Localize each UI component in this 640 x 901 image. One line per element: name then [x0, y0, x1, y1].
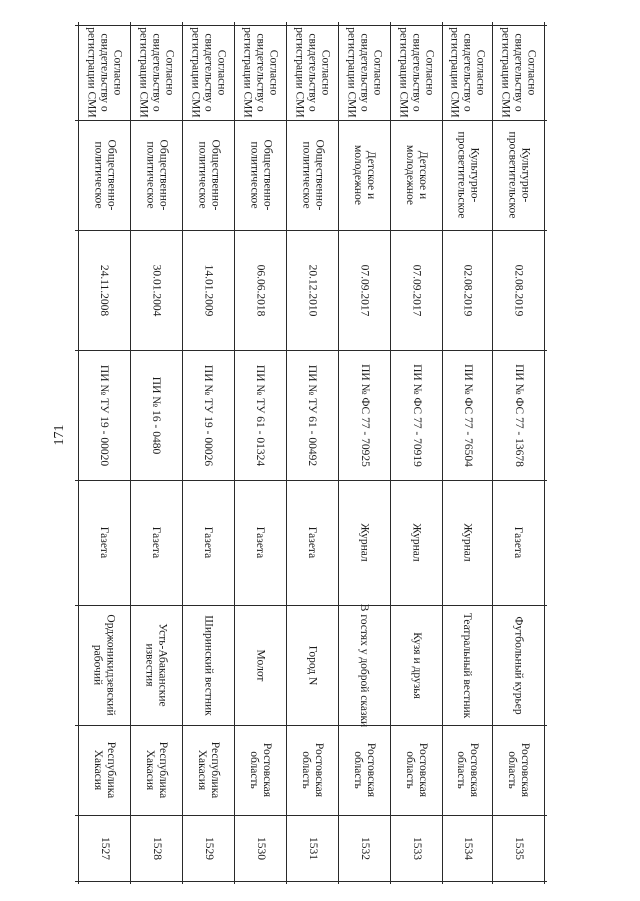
- row-number-text: 1528: [150, 836, 163, 860]
- basis-text: Согласно свидетельству о регистрации СМИ: [137, 27, 176, 118]
- registration-number-text: ПИ № ТУ 61 - 01324: [254, 364, 267, 466]
- region-text: Ростовская область: [455, 742, 480, 798]
- title-text: Ширинский вестник: [202, 614, 215, 716]
- row-number-text: 1530: [254, 836, 267, 860]
- title-text: Кузя и друзья: [410, 631, 423, 699]
- column-separator: [75, 881, 547, 882]
- media-type-cell: [492, 480, 544, 605]
- specialization-text: Общественно- политическое: [300, 139, 326, 211]
- basis-cell: [492, 25, 544, 120]
- region-cell: [492, 725, 544, 815]
- basis-text: Согласно свидетельству о регистрации СМИ: [189, 27, 228, 118]
- media-type-text: Газета: [98, 526, 111, 559]
- region-text: Ростовская область: [248, 742, 273, 798]
- registry-table: [78, 25, 544, 881]
- specialization-text: Общественно- политическое: [144, 139, 170, 211]
- row-separator: [544, 22, 545, 884]
- page-number: 171: [52, 424, 67, 446]
- title-text: Молот: [254, 649, 267, 681]
- row-number-text: 1535: [512, 836, 525, 860]
- title-text: Город N: [306, 645, 319, 685]
- specialization-cell: [492, 120, 544, 230]
- specialization-text: Общественно- политическое: [196, 139, 222, 211]
- registration-number-text: ПИ № ФС 77 - 13678: [512, 363, 525, 467]
- specialization-text: Детское и молодежное: [352, 144, 377, 206]
- title-text: Театральный вестник: [461, 612, 474, 718]
- registration-number-text: ПИ № ФС 77 - 70925: [358, 363, 371, 467]
- basis-text: Согласно свидетельству о регистрации СМИ: [241, 27, 280, 118]
- media-type-text: Газета: [202, 526, 215, 559]
- row-number-text: 1527: [98, 836, 111, 860]
- region-text: Ростовская область: [352, 742, 377, 798]
- media-type-text: Журнал: [410, 523, 423, 562]
- date-text: 07.09.2017: [358, 264, 371, 316]
- media-type-text: Газета: [306, 526, 319, 559]
- title-text: Футбольный курьер: [512, 615, 525, 715]
- registration-number-text: ПИ № ТУ 19 - 00026: [202, 364, 215, 466]
- date-text: 20.12.2010: [306, 264, 319, 316]
- row-number-text: 1531: [306, 836, 319, 860]
- media-type-text: Журнал: [461, 523, 474, 562]
- region-text: Республика Хакасия: [92, 741, 117, 799]
- title-text: В гостях у доброй сказки: [358, 603, 371, 727]
- region-text: Ростовская область: [506, 742, 531, 798]
- specialization-text: Культурно- просветительское: [455, 131, 481, 219]
- row-number-text: 1534: [461, 836, 474, 860]
- title-cell: [492, 605, 544, 725]
- region-text: Ростовская область: [404, 742, 429, 798]
- date-text: 02.08.2019: [461, 264, 474, 316]
- specialization-text: Общественно- политическое: [92, 139, 118, 211]
- registration-number-cell: [492, 350, 544, 480]
- row-number-text: 1529: [202, 836, 215, 860]
- date-text: 02.08.2019: [512, 264, 525, 316]
- table-row: [78, 25, 544, 881]
- date-text: 14.01.2009: [202, 264, 215, 316]
- region-text: Республика Хакасия: [196, 741, 221, 799]
- row-number-text: 1533: [410, 836, 423, 860]
- row-number-text: 1532: [358, 836, 371, 860]
- media-type-text: Газета: [150, 526, 163, 559]
- date-cell: [492, 230, 544, 350]
- media-type-text: Журнал: [358, 523, 371, 562]
- basis-text: Согласно свидетельству о регистрации СМИ: [499, 27, 538, 118]
- basis-text: Согласно свидетельству о регистрации СМИ: [448, 27, 487, 118]
- region-text: Ростовская область: [300, 742, 325, 798]
- basis-text: Согласно свидетельству о регистрации СМИ: [397, 27, 436, 118]
- title-text: Усть-Абаканские известия: [144, 623, 170, 707]
- basis-text: Согласно свидетельству о регистрации СМИ: [345, 27, 384, 118]
- basis-text: Согласно свидетельству о регистрации СМИ: [85, 27, 124, 118]
- date-text: 07.09.2017: [410, 264, 423, 316]
- registration-number-text: ПИ № ФС 77 - 76504: [461, 363, 474, 467]
- media-type-text: Газета: [512, 526, 525, 559]
- specialization-text: Культурно- просветительское: [506, 131, 532, 219]
- registration-number-text: ПИ № ТУ 19 - 00020: [98, 364, 111, 466]
- date-text: 24.11.2008: [98, 264, 111, 316]
- date-text: 30.01.2004: [150, 264, 163, 316]
- region-text: Республика Хакасия: [144, 741, 169, 799]
- specialization-text: Детское и молодежное: [404, 144, 429, 206]
- registration-number-text: ПИ № ФС 77 - 70919: [410, 363, 423, 467]
- registration-number-text: ПИ № ТУ 61 - 00492: [306, 364, 319, 466]
- registration-number-text: ПИ № 16 - 0480: [150, 376, 163, 454]
- basis-text: Согласно свидетельству о регистрации СМИ: [293, 27, 332, 118]
- media-type-text: Газета: [254, 526, 267, 559]
- date-text: 06.06.2018: [254, 264, 267, 316]
- title-text: Орджоникидзевский рабочий: [92, 614, 117, 716]
- specialization-text: Общественно- политическое: [248, 139, 274, 211]
- row-number-cell: [492, 815, 544, 881]
